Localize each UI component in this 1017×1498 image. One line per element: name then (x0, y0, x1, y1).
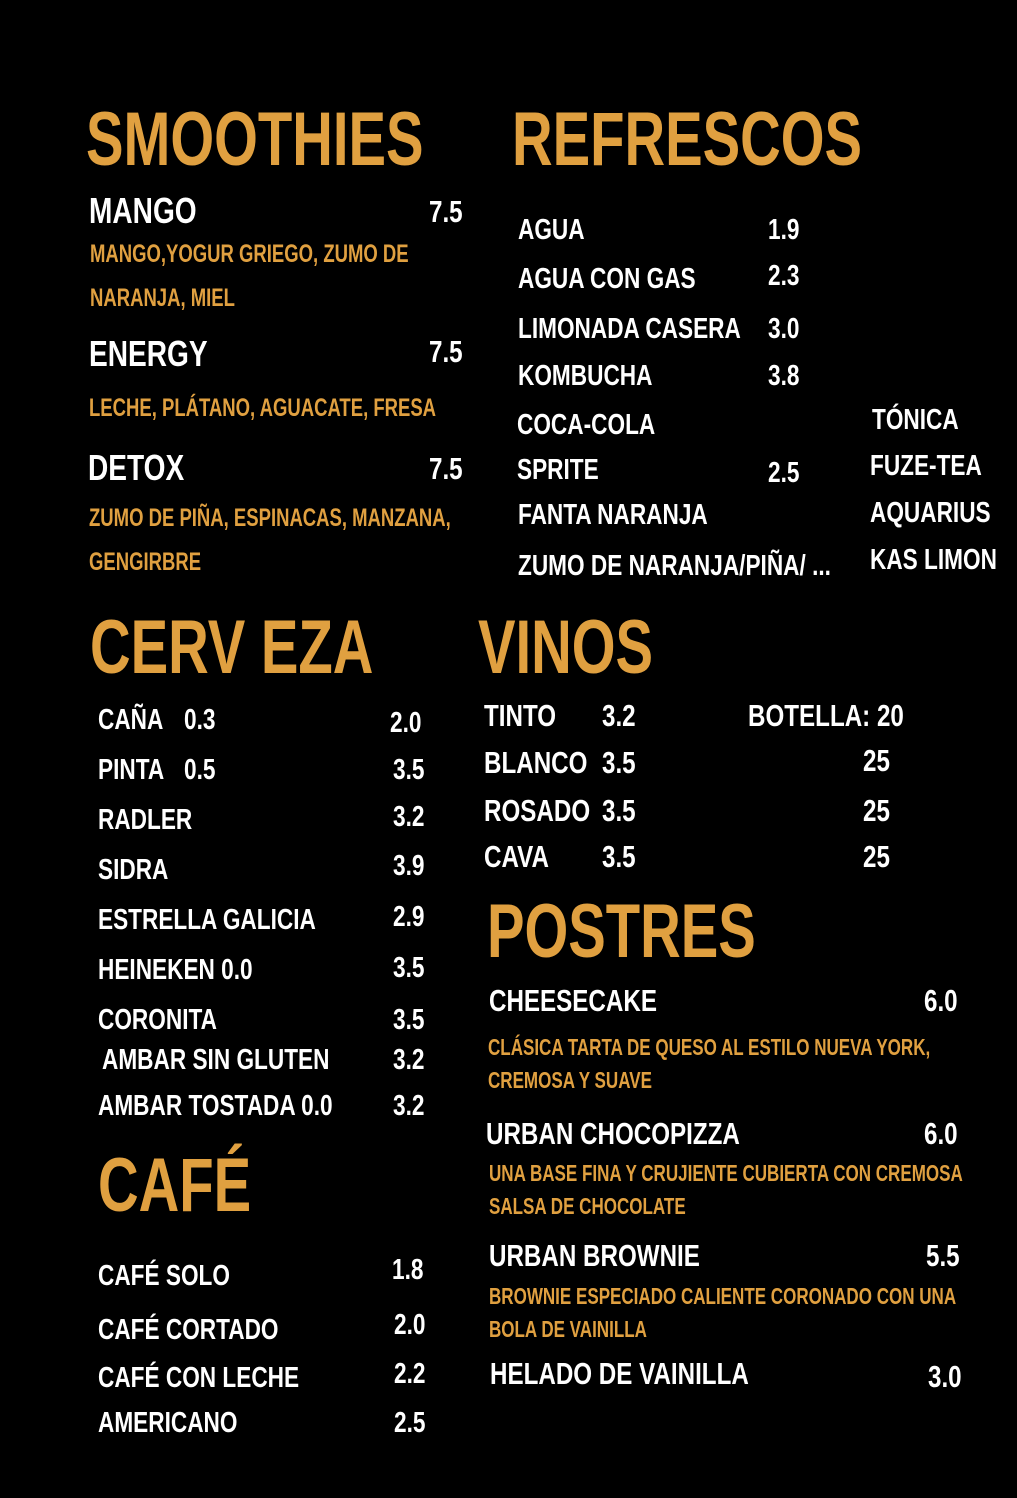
refresco-price: 2.3 (768, 260, 800, 292)
postre-name: CHEESECAKE (489, 983, 657, 1018)
postre-desc: SALSA DE CHOCOLATE (489, 1193, 686, 1219)
cerveza-name: AMBAR SIN GLUTEN (102, 1044, 330, 1076)
cerveza-name: HEINEKEN 0.0 (98, 954, 253, 986)
vino-price: 3.2 (602, 698, 636, 733)
cafe-name: CAFÉ CORTADO (98, 1314, 279, 1346)
cerveza-name: SIDRA (98, 854, 169, 886)
cerveza-name: CAÑA (98, 704, 164, 736)
postre-desc: BROWNIE ESPECIADO CALIENTE CORONADO CON UNA (489, 1283, 957, 1309)
cerveza-name: AMBAR TOSTADA 0.0 (98, 1090, 333, 1122)
smoothie-desc: LECHE, PLÁTANO, AGUACATE, FRESA (89, 394, 437, 422)
postre-price: 5.5 (926, 1238, 960, 1273)
vino-price: 3.5 (602, 793, 636, 828)
smoothie-name: DETOX (88, 447, 185, 488)
cerveza-name: CORONITA (98, 1004, 217, 1036)
cerveza-price: 3.5 (393, 754, 425, 786)
refresco-name: SPRITE (517, 454, 599, 486)
refresco-price: 3.0 (768, 313, 800, 345)
refresco-name: ZUMO DE NARANJA/PIÑA/ ... (518, 550, 831, 582)
postre-name: HELADO DE VAINILLA (490, 1356, 749, 1391)
cafe-title: CAFÉ (98, 1143, 252, 1228)
refresco-price: 2.5 (768, 457, 800, 489)
refresco-extra: AQUARIUS (870, 497, 991, 529)
refresco-price: 1.9 (768, 214, 800, 246)
postre-price: 6.0 (924, 1116, 958, 1151)
vino-bottle: 25 (863, 743, 890, 778)
cerveza-title: CERV EZA (90, 605, 374, 690)
smoothie-desc: ZUMO DE PIÑA, ESPINACAS, MANZANA, (89, 504, 451, 532)
cafe-price: 2.2 (394, 1358, 426, 1390)
cafe-name: CAFÉ SOLO (98, 1260, 230, 1292)
postre-desc: BOLA DE VAINILLA (489, 1316, 647, 1342)
refresco-name: AGUA (518, 214, 585, 246)
refrescos-title: REFRESCOS (512, 97, 862, 182)
smoothie-desc: NARANJA, MIEL (90, 284, 235, 312)
vino-bottle: 25 (863, 839, 890, 874)
cerveza-size: 0.3 (184, 704, 216, 736)
vino-price: 3.5 (602, 839, 636, 874)
postre-price: 3.0 (928, 1359, 962, 1394)
refresco-extra: TÓNICA (872, 404, 959, 436)
smoothie-price: 7.5 (429, 334, 463, 369)
smoothies-title: SMOOTHIES (86, 97, 424, 182)
refresco-price: 3.8 (768, 360, 800, 392)
cerveza-price: 3.5 (393, 952, 425, 984)
cerveza-size: 0.5 (184, 754, 216, 786)
cerveza-price: 2.0 (390, 707, 422, 739)
postre-desc: CLÁSICA TARTA DE QUESO AL ESTILO NUEVA YORK, (488, 1034, 931, 1060)
vino-bottle: 25 (863, 793, 890, 828)
refresco-name: FANTA NARANJA (518, 499, 708, 531)
refresco-extra: FUZE-TEA (870, 450, 982, 482)
cerveza-price: 3.2 (393, 801, 425, 833)
smoothie-price: 7.5 (429, 194, 463, 229)
vino-price: 3.5 (602, 745, 636, 780)
cafe-price: 1.8 (392, 1254, 424, 1286)
cafe-name: AMERICANO (98, 1407, 238, 1439)
refresco-name: KOMBUCHA (518, 360, 653, 392)
refresco-name: COCA-COLA (517, 409, 656, 441)
postre-desc: CREMOSA Y SUAVE (488, 1067, 652, 1093)
cerveza-price: 3.2 (393, 1090, 425, 1122)
vinos-title: VINOS (478, 605, 654, 690)
cerveza-price: 3.2 (393, 1044, 425, 1076)
vino-bottle: BOTELLA: 20 (748, 698, 904, 733)
cerveza-price: 3.5 (393, 1004, 425, 1036)
postres-title: POSTRES (487, 889, 756, 974)
cerveza-price: 3.9 (393, 850, 425, 882)
refresco-name: AGUA CON GAS (518, 263, 696, 295)
cerveza-name: RADLER (98, 804, 193, 836)
smoothie-price: 7.5 (429, 451, 463, 486)
cerveza-name: ESTRELLA GALICIA (98, 904, 316, 936)
vino-name: TINTO (484, 698, 557, 733)
smoothie-desc: MANGO,YOGUR GRIEGO, ZUMO DE (90, 240, 409, 268)
smoothie-desc: GENGIRBRE (89, 548, 202, 576)
vino-name: BLANCO (484, 745, 588, 780)
vino-name: ROSADO (484, 793, 591, 828)
cafe-price: 2.0 (394, 1309, 426, 1341)
cerveza-price: 2.9 (393, 901, 425, 933)
cafe-name: CAFÉ CON LECHE (98, 1362, 300, 1394)
refresco-extra: KAS LIMON (870, 544, 997, 576)
cerveza-name: PINTA (98, 754, 165, 786)
smoothie-name: ENERGY (89, 333, 208, 374)
postre-name: URBAN CHOCOPIZZA (486, 1116, 740, 1151)
cafe-price: 2.5 (394, 1407, 426, 1439)
postre-name: URBAN BROWNIE (489, 1238, 700, 1273)
refresco-name: LIMONADA CASERA (518, 313, 741, 345)
vino-name: CAVA (484, 839, 549, 874)
postre-desc: UNA BASE FINA Y CRUJIENTE CUBIERTA CON CREMOSA (489, 1160, 963, 1186)
smoothie-name: MANGO (89, 190, 197, 231)
postre-price: 6.0 (924, 983, 958, 1018)
